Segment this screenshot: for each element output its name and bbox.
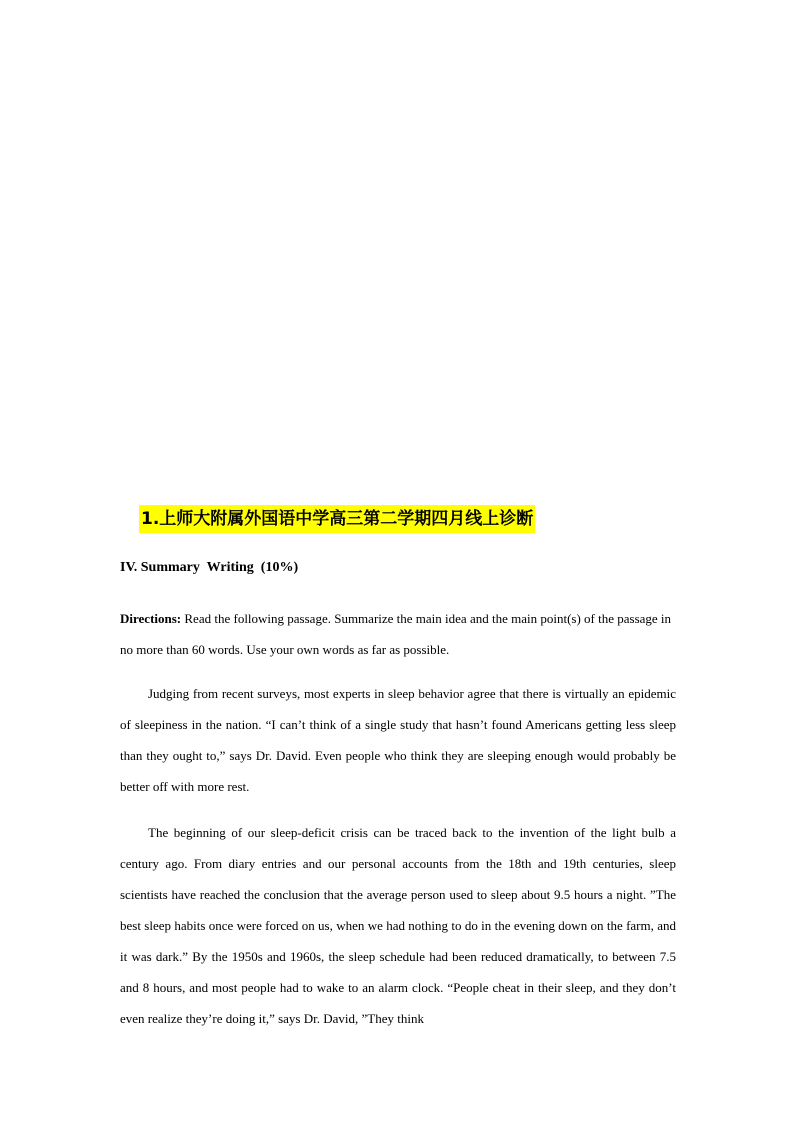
directions-text: Read the following passage. Summarize the main idea and the main point(s) of the passage in no more than 60 words. Use your own words as far as possible. [120, 611, 672, 657]
section-heading: IV. Summary Writing (10%) [120, 560, 299, 575]
document-title: 1.上师大附属外国语中学高三第二学期四月线上诊断 [139, 505, 535, 533]
passage-paragraph-1: Judging from recent surveys, most experts in sleep behavior agree that there is virtually an epidemic of sleepiness in the nation. “I can’t think of a single study that hasn’t found Americans getting less sleep than they ought to,” says Dr. David. Even people who think they are sleeping enough would probably be better off with more rest. [120, 686, 676, 794]
passage-paragraph-2: The beginning of our sleep-deficit crisis can be traced back to the invention of the light bulb a century ago. From diary entries and our personal accounts from the 18th and 19th centuries, sleep scientists have reached the conclusion that the average person used to sleep about 9.5 hours a night. ”The best sleep habits once were forced on us, when we had nothing to do in the evening down on the farm, and it was dark.” By the 1950s and 1960s, the sleep schedule had been reduced dramatically, to between 7.5 and 8 hours, and most people had to wake to an alarm clock. “People cheat in their sleep, and they don’t even realize they’re doing it,” says Dr. David, ”They think [120, 825, 676, 1026]
directions-label: Directions: [120, 611, 182, 626]
directions [120, 603, 680, 665]
